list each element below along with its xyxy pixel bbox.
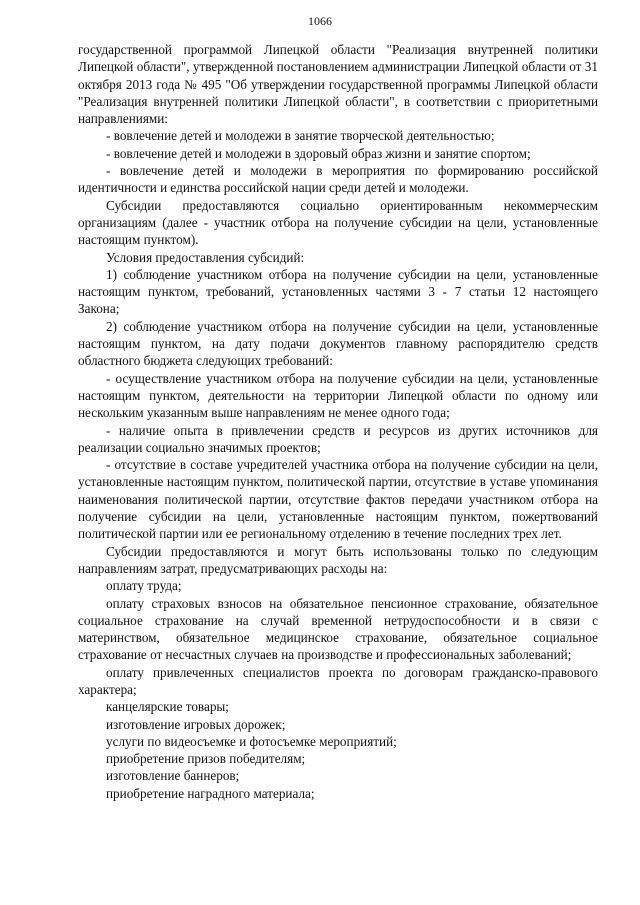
paragraph-conditions-heading: Условия предоставления субсидий: xyxy=(106,249,305,265)
requirement-no-party: - отсутствие в составе учредителей участника отбора на получение субсидии на цели, установленные настоящим пунктом, политической партии, отсутствие в уставе упоминания наименования политической партии, отсутствие фактов передачи участником отбора на получение субсидии на цели, установленные настоящим пунктом, пожертвований политической партии или ее региональному отделению в течение последних трех лет. xyxy=(78,457,598,542)
expense-item-stationery: канцелярские товары; xyxy=(106,699,229,715)
expense-item-awards: приобретение наградного материала; xyxy=(106,785,315,801)
expense-item-prizes: приобретение призов победителям; xyxy=(106,751,306,767)
list-item-identity: - вовлечение детей и молодежи в мероприятия по формированию российской идентичности и единства российской нации среди детей и молодежи. xyxy=(78,163,598,196)
expense-item-game-tracks: изготовление игровых дорожек; xyxy=(106,716,286,732)
condition-1: 1) соблюдение участником отбора на получение субсидии на цели, установленные настоящим пунктом, требований, установленных частями 3 - 7 статьи 12 настоящего Закона; xyxy=(78,266,598,317)
requirement-experience: - наличие опыта в привлечении средств и ресурсов из других источников для реализации социально значимых проектов; xyxy=(78,422,598,455)
paragraph-expense-directions: Субсидии предоставляются и могут быть использованы только по следующим направлениям затрат, предусматривающих расходы на: xyxy=(78,543,598,576)
expense-item-salary: оплату труда; xyxy=(106,578,182,594)
expense-item-video-photo: услуги по видеосъемке и фотосъемке мероприятий; xyxy=(106,733,397,749)
list-item-creative: - вовлечение детей и молодежи в занятие творческой деятельностью; xyxy=(106,128,495,144)
expense-item-specialists: оплату привлеченных специалистов проекта по договорам гражданско-правового характера; xyxy=(78,664,598,697)
paragraph-subsidy-recipients: Субсидии предоставляются социально ориентированным некоммерческим организациям (далее - участник отбора на получение субсидии на цели, установленные настоящим пунктом). xyxy=(78,197,598,248)
page-number: 1066 xyxy=(308,14,332,28)
list-item-sport: - вовлечение детей и молодежи в здоровый образ жизни и занятие спортом; xyxy=(106,145,531,161)
condition-2: 2) соблюдение участником отбора на получение субсидии на цели, установленные настоящим пунктом, на дату подачи документов главному распорядителю средств областного бюджета следующих требований: xyxy=(78,318,598,369)
expense-item-insurance: оплату страховых взносов на обязательное пенсионное страхование, обязательное социальное страхование на случай временной нетрудоспособности и в связи с материнством, обязательное медицинское страхование, обязательное социальное страхование от несчастных случаев на производстве и профессиональных заболеваний; xyxy=(78,595,598,663)
document-body xyxy=(78,41,598,802)
expense-item-banners: изготовление баннеров; xyxy=(106,768,240,784)
requirement-activity: - осуществление участником отбора на получение субсидии на цели, установленные настоящим пунктом, деятельности на территории Липецкой области по одному или нескольким указанным выше направлениям не менее одного года; xyxy=(78,370,598,421)
paragraph-program-reference: государственной программой Липецкой области "Реализация внутренней политики Липецкой области", утвержденной постановлением администрации Липецкой области от 31 октября 2013 года № 495 "Об утверждении государственной программы Липецкой области "Реализация внутренней политики Липецкой области", в соответствии с приоритетными направлениями: xyxy=(78,42,598,127)
